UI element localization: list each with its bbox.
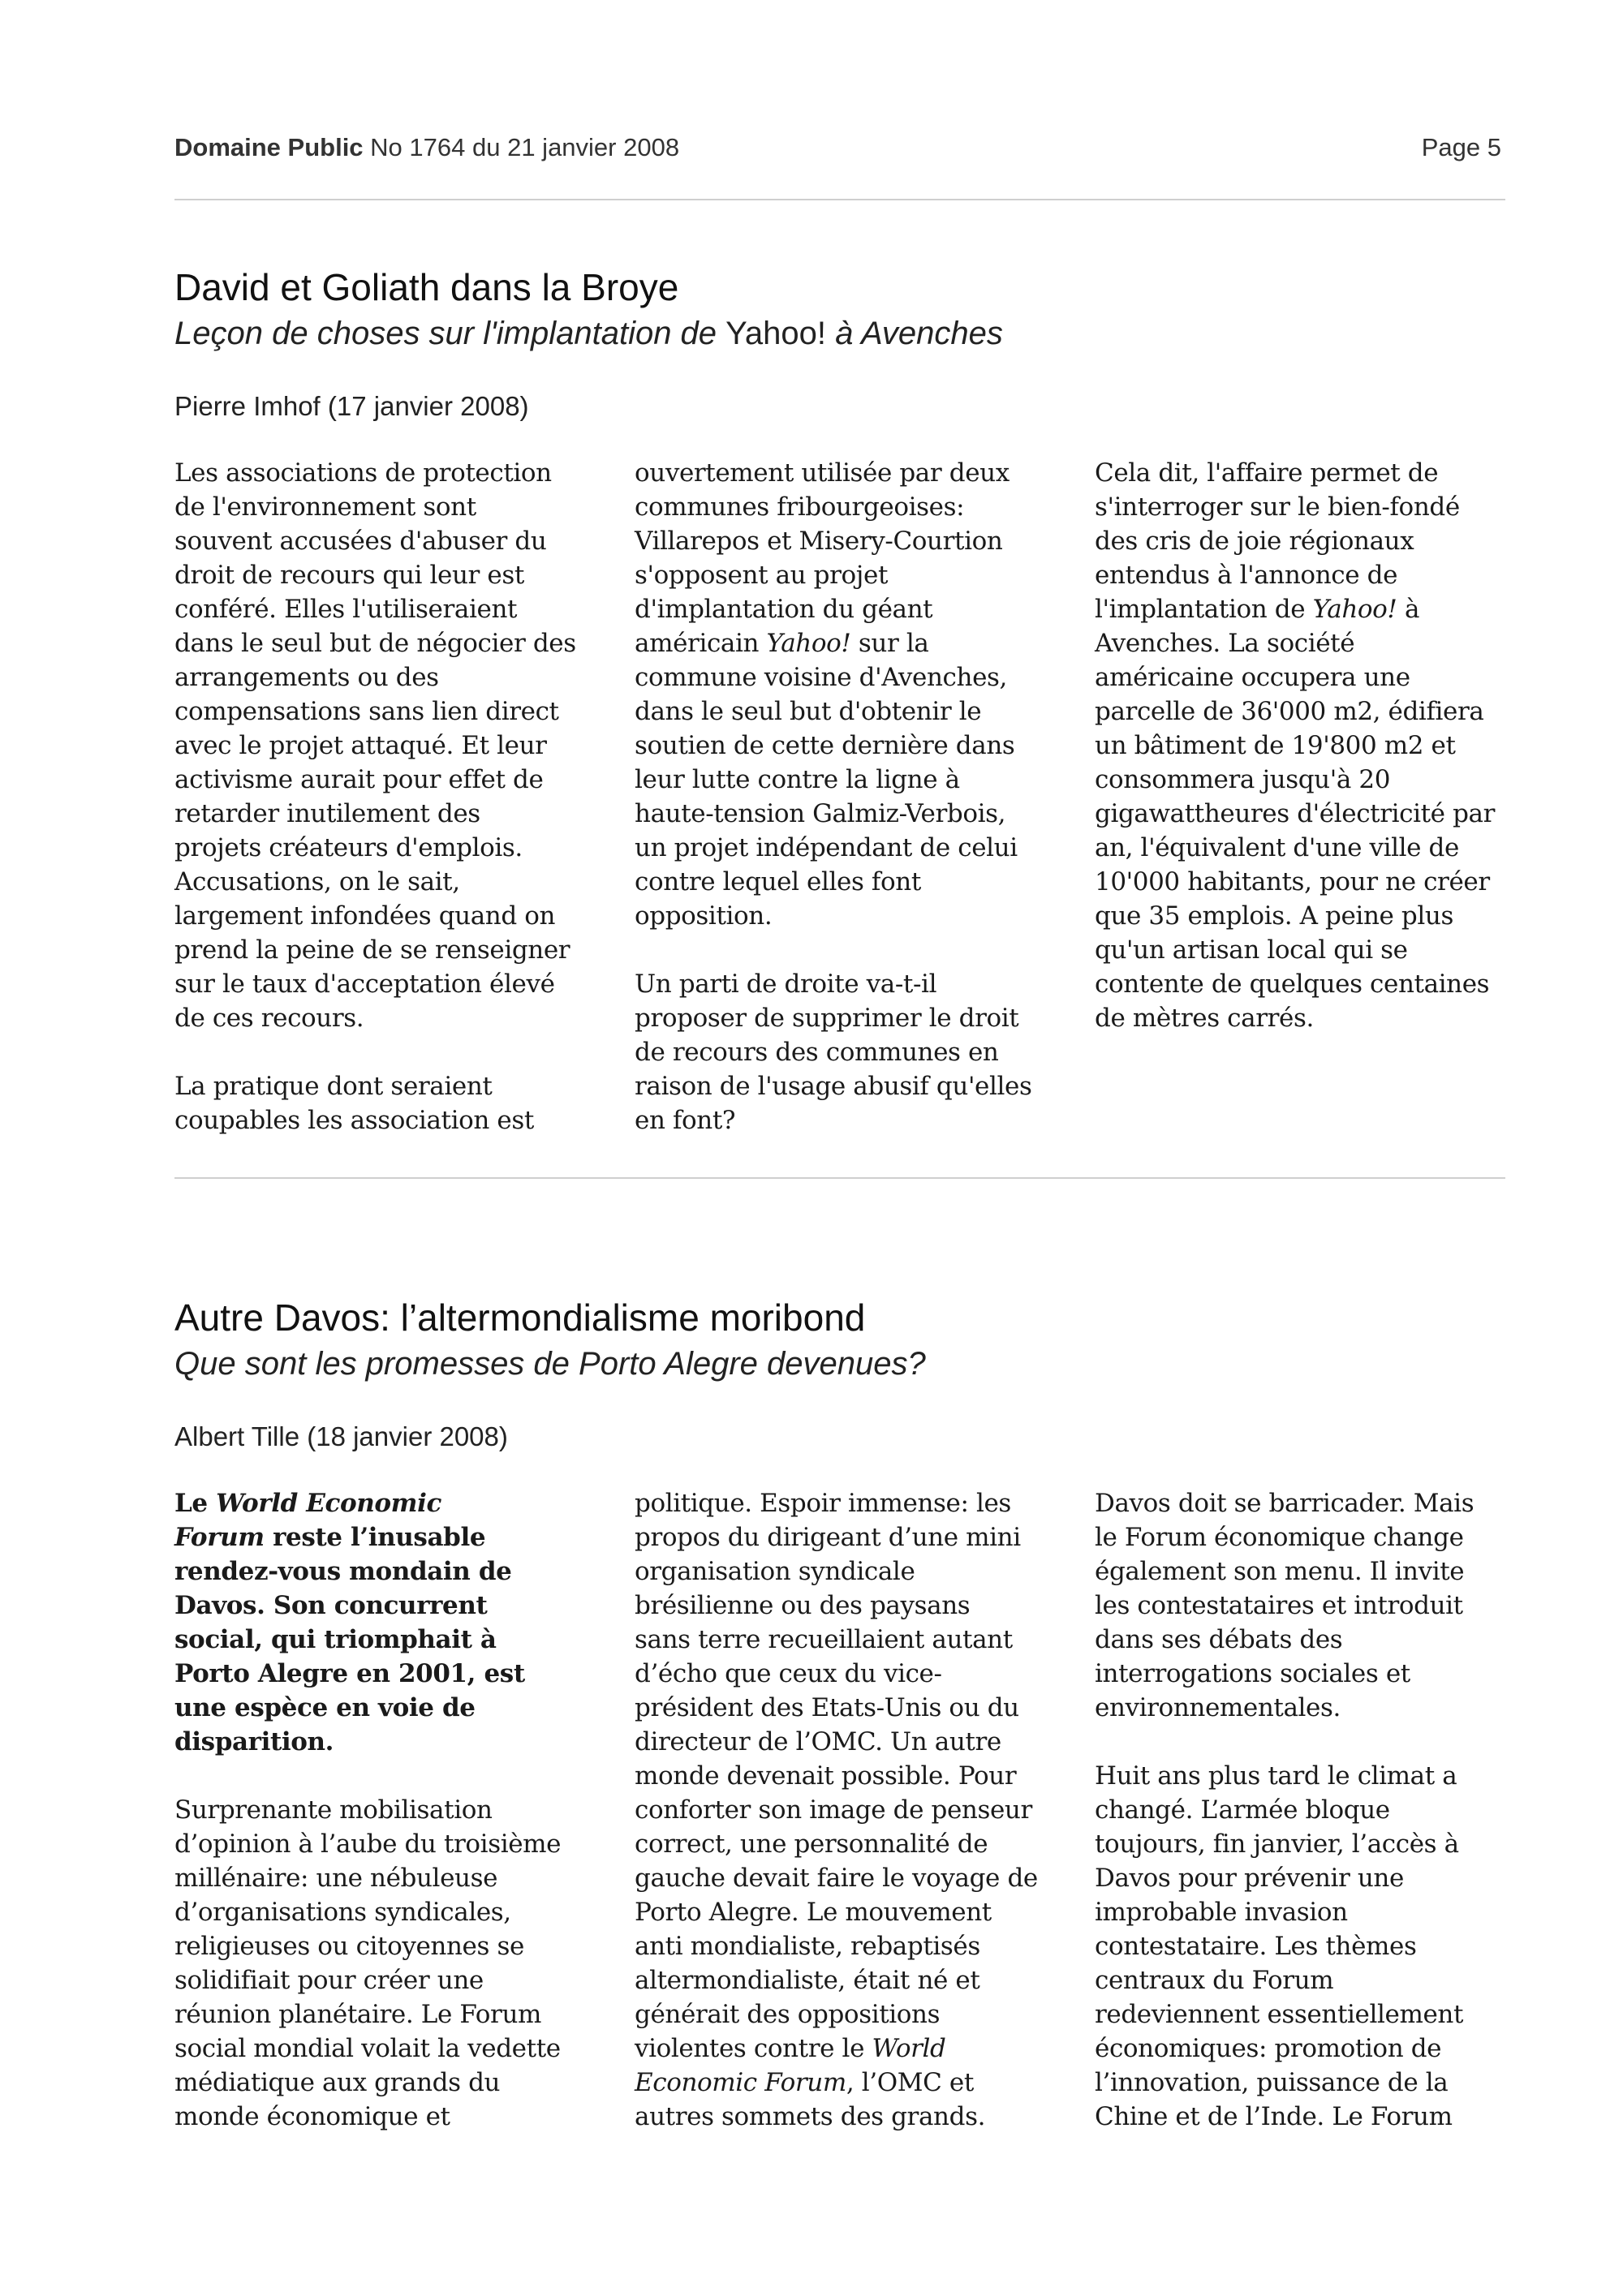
text-fragment: américain [635, 629, 767, 658]
text-line: arrangements ou des [174, 663, 439, 692]
text-line: communes fribourgeoises: [635, 492, 965, 522]
text-line [174, 1520, 605, 1554]
text-line: improbable invasion [1095, 1898, 1348, 1927]
text-line: également son menu. Il invite [1095, 1557, 1465, 1586]
text-line: Cela dit, l'affaire permet de [1095, 458, 1439, 488]
forum-name: Economic Forum [635, 2068, 846, 2097]
text-line: les contestataires et introduit [1095, 1591, 1463, 1620]
article2-col2-paragraph-1 [635, 1486, 1065, 2134]
text-line: en font? [635, 1106, 736, 1135]
article2-col1-paragraph-2 [174, 1793, 605, 2134]
publication-name: Domaine Public [174, 133, 364, 161]
issue-info: No 1764 du 21 janvier 2008 [370, 133, 680, 161]
text-line: de l'environnement sont [174, 492, 476, 522]
article1-col1-paragraph-1 [174, 456, 605, 1035]
text-line: toujours, fin janvier, l’accès à [1095, 1829, 1459, 1859]
text-line: s'interroger sur le bien-fondé [1095, 492, 1460, 522]
text-line: générait des oppositions [635, 2000, 941, 2029]
text-line: changé. L’armée bloque [1095, 1795, 1390, 1825]
text-line: centraux du Forum [1095, 1966, 1334, 1995]
article2-column-1 [174, 1486, 605, 2168]
article1-byline: Pierre Imhof (17 janvier 2008) [174, 391, 529, 421]
article1-col2-paragraph-2 [635, 967, 1065, 1137]
text-line: qu'un artisan local qui se [1095, 935, 1408, 965]
text-line: 10'000 habitants, pour ne créer [1095, 867, 1490, 896]
text-line: d’écho que ceux du vice- [635, 1659, 942, 1688]
text-line: gigawattheures d'électricité par [1095, 799, 1496, 828]
text-line: dans le seul but de négocier des [174, 629, 576, 658]
text-line: altermondialiste, était né et [635, 1966, 980, 1995]
text-line: politique. Espoir immense: les [635, 1489, 1011, 1518]
text-line: Villarepos et Misery-Courtion [635, 527, 1003, 556]
text-line: le Forum économique change [1095, 1523, 1464, 1552]
text-line: un bâtiment de 19'800 m2 et [1095, 731, 1456, 760]
text-fragment: violentes contre le [635, 2034, 872, 2063]
text-fragment: , l’OMC et [846, 2068, 974, 2097]
text-line: Davos pour prévenir une [1095, 1864, 1404, 1893]
text-line: parcelle de 36'000 m2, édifiera [1095, 697, 1484, 726]
article-divider [174, 1177, 1505, 1179]
article1-col1-paragraph-2 [174, 1069, 605, 1137]
text-line: La pratique dont seraient [174, 1072, 493, 1101]
text-line: organisation syndicale [635, 1557, 915, 1586]
text-line: directeur de l’OMC. Un autre [635, 1727, 1001, 1756]
text-line: contre lequel elles font [635, 867, 921, 896]
article1-subtitle-brand: Yahoo! [725, 316, 826, 351]
text-line: interrogations sociales et [1095, 1659, 1410, 1688]
text-line: de ces recours. [174, 1004, 364, 1033]
page-number: Page 5 [1421, 133, 1501, 161]
brand-name-yahoo: Yahoo! [766, 629, 851, 658]
article1-column-1 [174, 456, 605, 1172]
article2-lead-paragraph [174, 1486, 605, 1759]
article2-col3-paragraph-1 [1095, 1486, 1525, 1725]
text-line: haute-tension Galmiz-Verbois, [635, 799, 1006, 828]
text-line: correct, une personnalité de [635, 1829, 988, 1859]
text-line: anti mondialiste, rebaptisés [635, 1932, 980, 1961]
text-line: proposer de supprimer le droit [635, 1004, 1019, 1033]
article1-col3-paragraph-1 [1095, 456, 1525, 1035]
text-line: redeviennent essentiellement [1095, 2000, 1464, 2029]
text-line: millénaire: une nébuleuse [174, 1864, 498, 1893]
text-fragment: à [1397, 595, 1420, 624]
article1-subtitle [174, 313, 1003, 354]
text-line: commune voisine d'Avenches, [635, 663, 1007, 692]
text-fragment: sur la [850, 629, 929, 658]
text-line: Les associations de protection [174, 458, 552, 488]
text-line: environnementales. [1095, 1693, 1341, 1722]
text-line: réunion planétaire. Le Forum [174, 2000, 542, 2029]
text-line: leur lutte contre la ligne à [635, 765, 960, 794]
text-line: solidifiait pour créer une [174, 1966, 484, 1995]
text-line: d'implantation du géant [635, 595, 933, 624]
text-fragment: l'implantation de [1095, 595, 1313, 624]
text-line [1095, 592, 1525, 626]
text-line: gauche devait faire le voyage de [635, 1864, 1038, 1893]
text-line: consommera jusqu'à 20 [1095, 765, 1391, 794]
text-line: soutien de cette dernière dans [635, 731, 1015, 760]
text-line [635, 2066, 1065, 2100]
page-header [174, 133, 1505, 170]
text-line: droit de recours qui leur est [174, 561, 524, 590]
text-line: Avenches. La société [1095, 629, 1355, 658]
text-line: prend la peine de se renseigner [174, 935, 570, 965]
text-line: sans terre recueillaient autant [635, 1625, 1013, 1654]
text-line: brésilienne ou des paysans [635, 1591, 971, 1620]
text-line [635, 2032, 1065, 2066]
text-line: social, qui triomphait à [174, 1625, 497, 1654]
text-line: économiques: promotion de [1095, 2034, 1442, 2063]
text-line: conféré. Elles l'utiliseraient [174, 595, 518, 624]
article1-column-2 [635, 456, 1065, 1172]
text-line: Huit ans plus tard le climat a [1095, 1761, 1457, 1791]
text-line: Chine et de l’Inde. Le Forum [1095, 2102, 1453, 2131]
text-line: une espèce en voie de [174, 1693, 476, 1722]
text-line: dans ses débats des [1095, 1625, 1343, 1654]
text-line: compensations sans lien direct [174, 697, 559, 726]
forum-name: World Economic [216, 1489, 441, 1518]
text-line [174, 1486, 605, 1520]
text-line: d’opinion à l’aube du troisième [174, 1829, 562, 1859]
text-line: d’organisations syndicales, [174, 1898, 511, 1927]
text-line: activisme aurait pour effet de [174, 765, 544, 794]
text-line: retarder inutilement des [174, 799, 480, 828]
text-line: de recours des communes en [635, 1038, 999, 1067]
text-line: ouvertement utilisée par deux [635, 458, 1010, 488]
text-line: avec le projet attaqué. Et leur [174, 731, 547, 760]
article1-title: David et Goliath dans la Broye [174, 266, 679, 308]
forum-name: World [872, 2034, 946, 2063]
brand-name-yahoo: Yahoo! [1312, 595, 1397, 624]
text-line: monde économique et [174, 2102, 450, 2131]
text-line: que 35 emplois. A peine plus [1095, 901, 1453, 931]
text-line: souvent accusées d'abuser du [174, 527, 547, 556]
text-fragment: reste l’inusable [264, 1523, 486, 1552]
text-line: religieuses ou citoyennes se [174, 1932, 524, 1961]
text-line: Davos. Son concurrent [174, 1591, 488, 1620]
text-line: coupables les association est [174, 1106, 534, 1135]
article2-byline: Albert Tille (18 janvier 2008) [174, 1421, 508, 1451]
article1-subtitle-part2: à Avenches [825, 316, 1003, 351]
text-line: largement infondées quand on [174, 901, 556, 931]
text-line: des cris de joie régionaux [1095, 527, 1414, 556]
text-line: entendus à l'annonce de [1095, 561, 1398, 590]
article2-column-3 [1095, 1486, 1525, 2168]
text-line [635, 626, 1065, 660]
article2-col3-paragraph-2 [1095, 1759, 1525, 2134]
article2-column-2 [635, 1486, 1065, 2168]
text-line: président des Etats-Unis ou du [635, 1693, 1019, 1722]
text-line: Porto Alegre. Le mouvement [635, 1898, 992, 1927]
text-line: médiatique aux grands du [174, 2068, 501, 2097]
text-line: Surprenante mobilisation [174, 1795, 493, 1825]
text-line: dans le seul but d'obtenir le [635, 697, 982, 726]
text-line: disparition. [174, 1727, 334, 1756]
text-line: projets créateurs d'emplois. [174, 833, 523, 862]
text-line: conforter son image de penseur [635, 1795, 1032, 1825]
text-line: américaine occupera une [1095, 663, 1410, 692]
text-line: monde devenait possible. Pour [635, 1761, 1017, 1791]
header-divider [174, 199, 1505, 200]
article2-subtitle: Que sont les promesses de Porto Alegre devenues? [174, 1346, 926, 1382]
text-line: contestataire. Les thèmes [1095, 1932, 1417, 1961]
text-line: social mondial volait la vedette [174, 2034, 561, 2063]
article1-subtitle-part1: Leçon de choses sur l'implantation de [174, 316, 726, 351]
text-line: Davos doit se barricader. Mais [1095, 1489, 1474, 1518]
text-line: contente de quelques centaines [1095, 970, 1490, 999]
article2-title: Autre Davos: l’altermondialisme moribond [174, 1296, 866, 1339]
text-line: autres sommets des grands. [635, 2102, 986, 2131]
text-line: Accusations, on le sait, [174, 867, 460, 896]
text-line: propos du dirigeant d’une mini [635, 1523, 1021, 1552]
forum-name: Forum [174, 1523, 265, 1552]
article1-col2-paragraph-1 [635, 456, 1065, 933]
text-line: raison de l'usage abusif qu'elles [635, 1072, 1032, 1101]
text-line: Porto Alegre en 2001, est [174, 1659, 525, 1688]
text-line: de mètres carrés. [1095, 1004, 1314, 1033]
text-line: opposition. [635, 901, 773, 931]
text-fragment: Le [174, 1489, 217, 1518]
text-line: un projet indépendant de celui [635, 833, 1018, 862]
text-line: an, l'équivalent d'une ville de [1095, 833, 1459, 862]
text-line: Un parti de droite va-t-il [635, 970, 937, 999]
article1-column-3 [1095, 456, 1525, 1069]
text-line: s'opposent au projet [635, 561, 889, 590]
text-line: rendez-vous mondain de [174, 1557, 512, 1586]
text-line: l’innovation, puissance de la [1095, 2068, 1449, 2097]
text-line: sur le taux d'acceptation élevé [174, 970, 555, 999]
